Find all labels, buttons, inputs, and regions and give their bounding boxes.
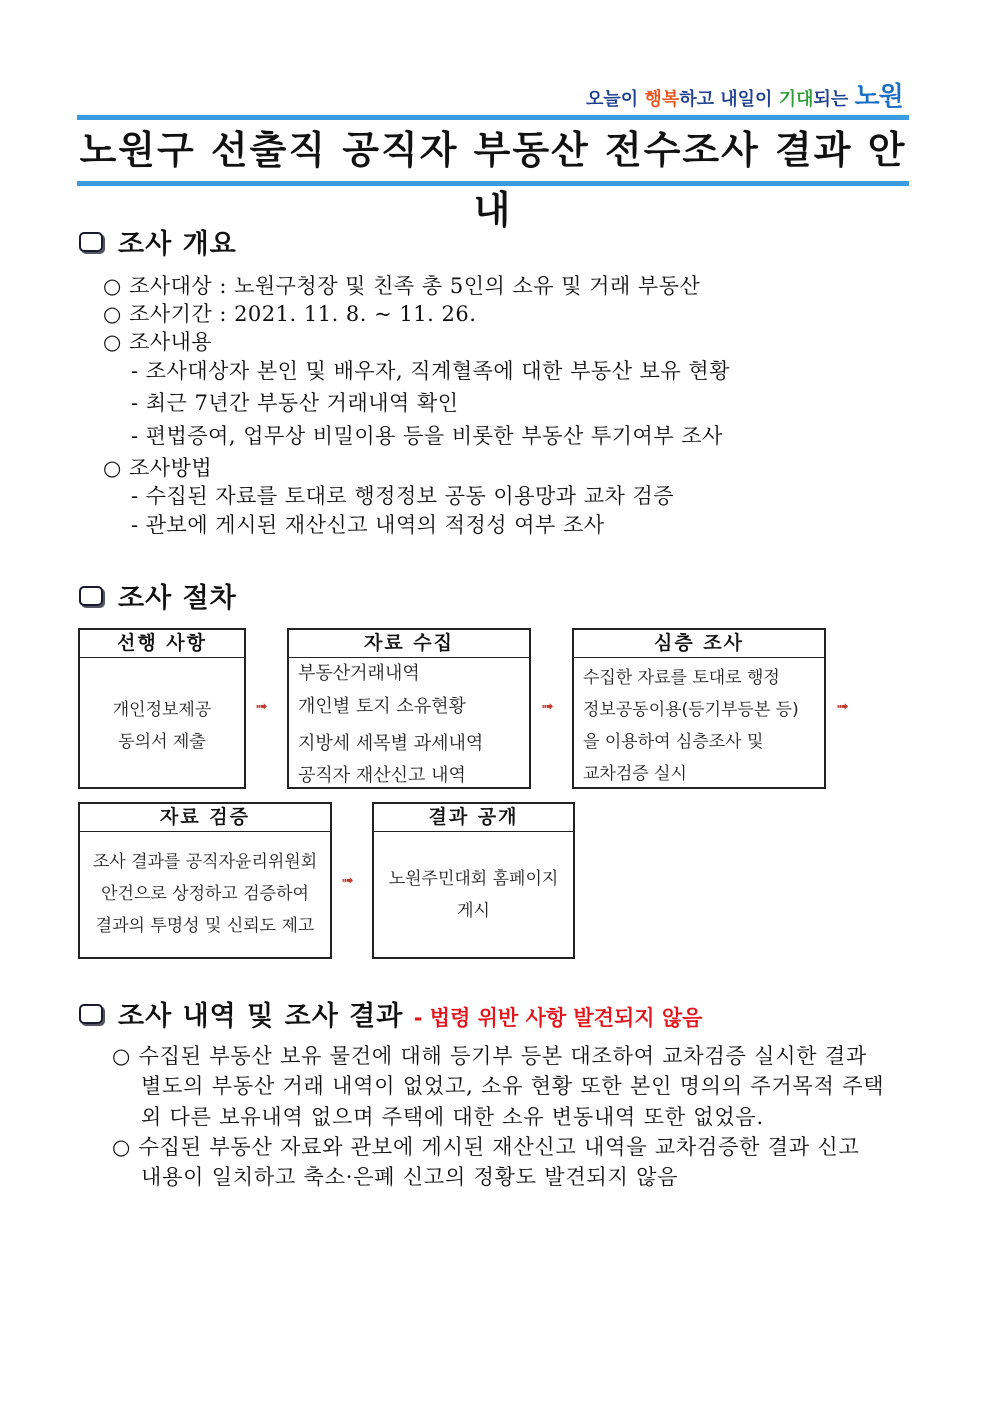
overview-item: ○ 조사기간 : 2021. 11. 8. ~ 11. 26. bbox=[103, 302, 477, 326]
overview-subitem: - 조사대상자 본인 및 배우자, 직계혈족에 대한 부동산 보유 현황 bbox=[131, 359, 730, 383]
procedure-step-box bbox=[287, 628, 531, 789]
slogan-text-3: 하고 내일이 bbox=[679, 89, 779, 110]
results-item-cont: 내용이 일치하고 축소·은폐 신고의 정황도 발견되지 않음 bbox=[141, 1165, 679, 1189]
arrow-right-icon: ➟ bbox=[836, 697, 849, 715]
overview-item: ○ 조사방법 bbox=[103, 456, 213, 480]
slogan-text-1: 오늘이 bbox=[586, 89, 645, 110]
procedure-step-line: 동의서 제출 bbox=[118, 732, 206, 752]
overview-subitem: - 최근 7년간 부동산 거래내역 확인 bbox=[131, 391, 459, 415]
results-summary: - 법령 위반 사항 발견되지 않음 bbox=[413, 1006, 703, 1030]
slogan-text-5: 되는 bbox=[813, 89, 855, 110]
results-item: ○ 수집된 부동산 자료와 관보에 게시된 재산신고 내역을 교차검증한 결과 신고 bbox=[112, 1135, 860, 1159]
results-item-cont: 외 다른 보유내역 없으며 주택에 대한 소유 변동내역 또한 없었음. bbox=[141, 1105, 764, 1129]
procedure-step-title: 심층 조사 bbox=[574, 630, 824, 658]
procedure-step-line: 교차검증 실시 bbox=[583, 764, 687, 784]
procedure-step-title: 결과 공개 bbox=[374, 804, 573, 832]
slogan bbox=[586, 76, 916, 112]
arrow-right-icon: ➟ bbox=[341, 871, 354, 889]
procedure-step-line: 정보공동이용(등기부등본 등) bbox=[583, 700, 799, 720]
procedure-step-line: 지방세 세목별 과세내역 bbox=[298, 733, 484, 754]
slogan-text-2: 행복 bbox=[644, 89, 680, 110]
results-heading-text: 조사 내역 및 조사 결과 bbox=[118, 1001, 404, 1032]
procedure-step-box bbox=[372, 802, 575, 959]
nowon-logo: 노원 bbox=[854, 82, 903, 112]
procedure-step-line: 개인별 토지 소유현황 bbox=[298, 696, 466, 717]
procedure-step-line: 조사 결과를 공직자윤리위원회 bbox=[92, 852, 318, 872]
overview-subitem: - 편법증여, 업무상 비밀이용 등을 비롯한 부동산 투기여부 조사 bbox=[131, 424, 723, 448]
procedure-step-title: 자료 수집 bbox=[289, 630, 529, 658]
arrow-right-icon: ➟ bbox=[541, 697, 554, 715]
procedure-step-line: 을 이용하여 심층조사 및 bbox=[583, 732, 764, 752]
title-rule-bottom bbox=[77, 181, 909, 186]
procedure-step-title: 선행 사항 bbox=[80, 630, 244, 658]
results-item-cont: 별도의 부동산 거래 내역이 없었고, 소유 현황 또한 본인 명의의 주거목적 주택 bbox=[141, 1074, 885, 1098]
procedure-step-line: 개인정보제공 bbox=[112, 700, 212, 720]
overview-item: ○ 조사내용 bbox=[103, 330, 213, 354]
section-heading-results bbox=[118, 994, 702, 1033]
overview-subitem: - 수집된 자료를 토대로 행정정보 공동 이용망과 교차 검증 bbox=[131, 484, 675, 508]
section-heading-procedure: 조사 절차 bbox=[118, 583, 237, 614]
procedure-step-line: 부동산거래내역 bbox=[298, 663, 420, 684]
section-checkbox-icon bbox=[79, 232, 103, 252]
results-item: ○ 수집된 부동산 보유 물건에 대해 등기부 등본 대조하여 교차검증 실시한 결과 bbox=[112, 1044, 868, 1068]
procedure-step-box bbox=[78, 802, 332, 959]
procedure-step-line: 안건으로 상정하고 검증하여 bbox=[101, 884, 309, 904]
page-title: 노원구 선출직 공직자 부동산 전수조사 결과 안내 bbox=[79, 128, 907, 232]
overview-subitem: - 관보에 게시된 재산신고 내역의 적정성 여부 조사 bbox=[131, 513, 605, 537]
procedure-step-line: 노원주민대회 홈페이지 bbox=[388, 869, 559, 889]
procedure-step-line: 공직자 재산신고 내역 bbox=[298, 765, 466, 786]
procedure-step-line: 수집한 자료를 토대로 행정 bbox=[583, 668, 780, 688]
section-checkbox-icon bbox=[79, 586, 103, 606]
procedure-step-title: 자료 검증 bbox=[80, 804, 330, 832]
slogan-text-4: 기대 bbox=[778, 89, 814, 110]
arrow-right-icon: ➟ bbox=[255, 697, 268, 715]
section-checkbox-icon bbox=[79, 1004, 103, 1024]
overview-item: ○ 조사대상 : 노원구청장 및 친족 총 5인의 소유 및 거래 부동산 bbox=[103, 274, 701, 298]
procedure-step-box bbox=[78, 628, 246, 789]
procedure-step-line: 게시 bbox=[457, 901, 490, 921]
procedure-step-line: 결과의 투명성 및 신뢰도 제고 bbox=[95, 916, 315, 936]
section-heading-overview: 조사 개요 bbox=[118, 229, 237, 260]
procedure-step-box bbox=[572, 628, 826, 789]
